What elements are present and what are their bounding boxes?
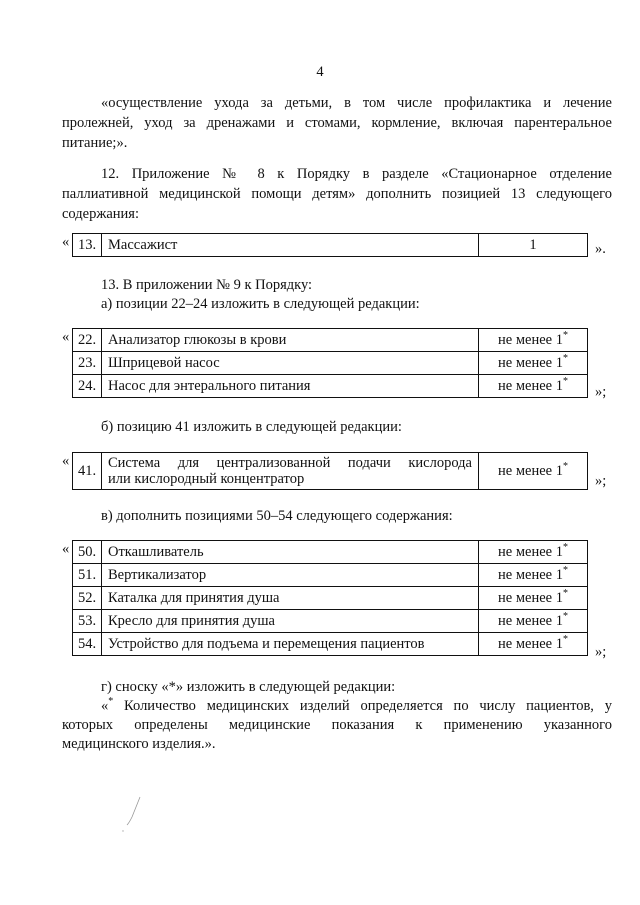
table-d-close: »; [595, 644, 607, 660]
item-g-line-1: г) сноску «*» изложить в следующей редакции: [101, 679, 396, 695]
table-c-name [102, 453, 479, 490]
table-b-num: 22. [73, 329, 102, 352]
table-a-qty: 1 [479, 234, 588, 257]
table-b-num: 23. [73, 352, 102, 375]
table-d-num: 52. [73, 587, 102, 610]
table-c-open-quote: « [62, 453, 70, 469]
table-d-name: Откашливатель [102, 541, 479, 564]
table-c-num: 41. [73, 453, 102, 490]
table-d-num: 54. [73, 633, 102, 656]
item12-line-2: паллиативной медицинской помощи детям» дополнить позицией 13 следующего [62, 186, 612, 202]
table-row [73, 564, 588, 587]
table-b [72, 328, 588, 398]
intro-line-1: «осуществление ухода за детьми, в том числе профилактика и лечение [101, 95, 612, 111]
table-c [72, 452, 588, 490]
table-a [72, 233, 588, 257]
table-d-name: Кресло для принятия душа [102, 610, 479, 633]
item13-line-1: 13. В приложении № 9 к Порядку: [101, 277, 313, 293]
page-number: 4 [316, 64, 324, 80]
table-d-qty: не менее 1* [479, 564, 588, 587]
table-d [72, 540, 588, 656]
table-c-name-line-1: Система для централизованной подачи кислорода [108, 455, 472, 471]
table-a-name: Массажист [102, 234, 479, 257]
item-g-line-2: «* Количество медицинских изделий определяется по числу пациентов, у [101, 696, 612, 714]
table-d-qty: не менее 1* [479, 633, 588, 656]
table-c-qty: не менее 1* [479, 453, 588, 490]
table-row [73, 587, 588, 610]
intro-line-3: питание;». [62, 135, 128, 151]
table-b-qty: не менее 1* [479, 375, 588, 398]
intro-line-2: пролежней, уход за дренажами и стомами, кормление, включая парентеральное [62, 115, 612, 131]
table-a-open-quote: « [62, 234, 70, 250]
table-b-close: »; [595, 384, 607, 400]
table-d-name: Вертикализатор [102, 564, 479, 587]
table-row [73, 453, 588, 490]
table-row [73, 352, 588, 375]
item12-line-1: 12. Приложение № 8 к Порядку в разделе «Стационарное отделение [101, 166, 612, 182]
table-row [73, 633, 588, 656]
table-row [73, 610, 588, 633]
item12-line-3: содержания: [62, 206, 140, 222]
table-d-qty: не менее 1* [479, 610, 588, 633]
table-b-qty: не менее 1* [479, 329, 588, 352]
table-row [73, 234, 588, 257]
table-row [73, 375, 588, 398]
item-g-line-4: медицинского изделия.». [62, 736, 216, 752]
table-d-num: 50. [73, 541, 102, 564]
table-d-open-quote: « [62, 541, 70, 557]
item-g-line-3: которых определены медицинские показания к применению указанного [62, 717, 612, 733]
item-b-line: б) позицию 41 изложить в следующей редакции: [101, 419, 402, 435]
table-b-qty: не менее 1* [479, 352, 588, 375]
table-row [73, 329, 588, 352]
table-c-close: »; [595, 473, 607, 489]
table-d-num: 51. [73, 564, 102, 587]
table-d-name: Каталка для принятия душа [102, 587, 479, 610]
table-b-name: Анализатор глюкозы в крови [102, 329, 479, 352]
pen-mark [118, 795, 148, 835]
table-a-num: 13. [73, 234, 102, 257]
item-v-line: в) дополнить позициями 50–54 следующего содержания: [101, 508, 453, 524]
table-d-qty: не менее 1* [479, 541, 588, 564]
table-a-close: ». [595, 241, 606, 257]
table-d-qty: не менее 1* [479, 587, 588, 610]
item13-line-2: а) позиции 22–24 изложить в следующей редакции: [101, 296, 420, 312]
table-b-num: 24. [73, 375, 102, 398]
table-b-open-quote: « [62, 329, 70, 345]
table-b-name: Шприцевой насос [102, 352, 479, 375]
table-d-name: Устройство для подъема и перемещения пациентов [102, 633, 479, 656]
table-d-num: 53. [73, 610, 102, 633]
table-c-name-line-2: или кислородный концентратор [108, 471, 305, 487]
table-b-name: Насос для энтерального питания [102, 375, 479, 398]
table-row [73, 541, 588, 564]
